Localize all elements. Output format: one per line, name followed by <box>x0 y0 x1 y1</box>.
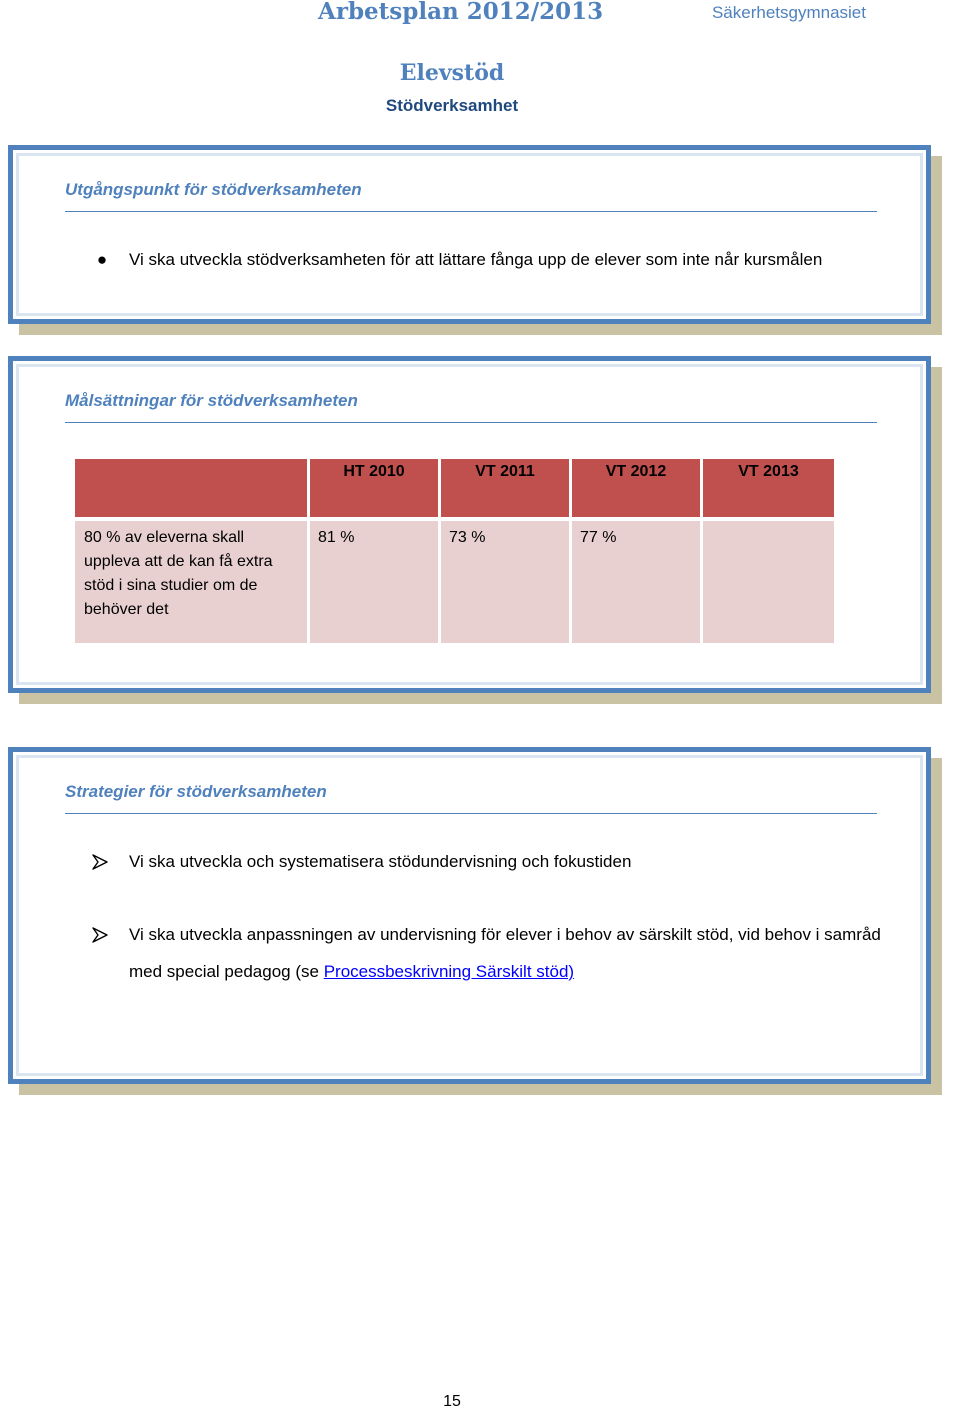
list-item-text <box>129 916 889 990</box>
document-header-title: Arbetsplan 2012/2013 <box>318 0 604 25</box>
section-strategies <box>8 747 931 1084</box>
table-header-cell: HT 2010 <box>310 459 441 521</box>
section-goals <box>8 356 931 693</box>
section-heading: Utgångspunkt för stödverksamheten <box>65 180 877 212</box>
document-header-school: Säkerhetsgymnasiet <box>711 3 866 22</box>
arrow-bullet-icon <box>91 854 109 870</box>
table-header-cell: VT 2012 <box>572 459 703 521</box>
table-header-cell: VT 2013 <box>703 459 834 521</box>
table-cell: 81 % <box>310 521 441 643</box>
section-heading: Målsättningar för stödverksamheten <box>65 391 877 423</box>
table-row <box>75 521 834 643</box>
table-header-cell <box>75 459 310 521</box>
goals-table <box>75 459 834 643</box>
list-item-text: Vi ska utveckla stödverksamheten för att lättare fånga upp de elever som inte når kursmålen <box>129 250 823 269</box>
table-cell-goal: 80 % av eleverna skall uppleva att de kan få extra stöd i sina studier om de behöver det <box>75 521 310 643</box>
table-cell <box>703 521 834 643</box>
page-title: Elevstöd <box>399 60 505 86</box>
section-heading: Strategier för stödverksamheten <box>65 782 877 814</box>
bullet-dot-icon: ● <box>96 250 108 269</box>
table-header-row <box>75 459 834 521</box>
section-starting-point <box>8 145 931 324</box>
arrow-bullet-icon <box>91 927 109 943</box>
list-item-text-part: Vi ska utveckla anpassningen av undervisning för elever i behov av särskilt stöd, vid behov i samråd med special pedagog (se <box>129 925 881 981</box>
table-cell: 73 % <box>441 521 572 643</box>
table-header-cell: VT 2011 <box>441 459 572 521</box>
table-cell: 77 % <box>572 521 703 643</box>
list-item-text: Vi ska utveckla och systematisera stödundervisning och fokustiden <box>129 852 632 871</box>
page-subtitle: Stödverksamhet <box>385 96 519 115</box>
process-description-link[interactable]: Processbeskrivning Särskilt stöd) <box>323 962 575 981</box>
page-number: 15 <box>443 1393 461 1410</box>
